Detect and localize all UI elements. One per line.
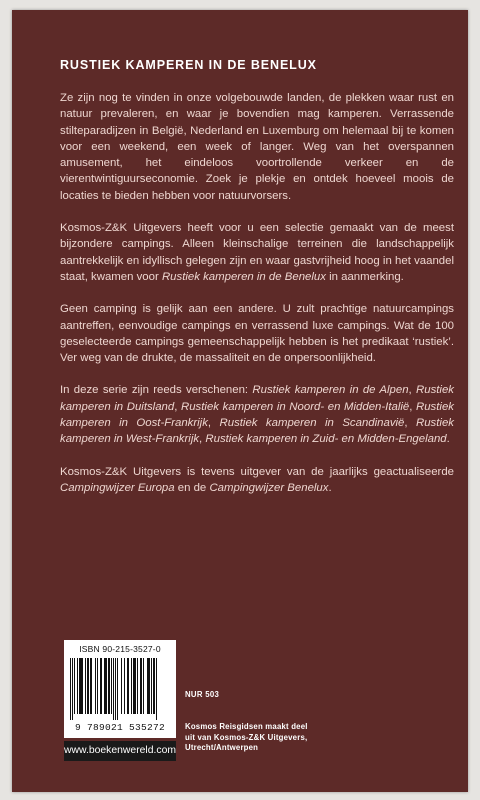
barcode-image [70, 658, 170, 720]
barcode-bar [79, 658, 82, 714]
barcode-label [64, 640, 176, 738]
barcode-bar [72, 658, 73, 720]
barcode-bar [133, 658, 136, 714]
back-cover [12, 10, 468, 792]
barcode-bar [137, 658, 138, 714]
book-title: RUSTIEK KAMPEREN IN DE BENELUX [60, 58, 317, 72]
ean-number: 9 789021 535272 [74, 722, 165, 733]
barcode-bar [111, 658, 112, 714]
website-label: www.boekenwereld.com [64, 741, 176, 761]
barcode-bar [70, 658, 71, 720]
barcode-bar [113, 658, 114, 720]
paragraph-variety: Geen camping is gelijk aan een andere. U zult prachtige natuurcampings aantreffen, eenvoudige campings en verrassend luxe campings. Wat de 100 geselecteerde campings gemeenschappelijk hebben is het predikaat ‘rustiek’. Ver weg van de drukte, de massaliteit en de onpersoonlijkheid. [60, 303, 454, 365]
series-title: Rustiek kamperen in Noord- en Midden-Italië [181, 400, 410, 413]
barcode-bar [115, 658, 116, 720]
series-title: Rustiek kamperen in Scandinavië [219, 417, 405, 430]
barcode-bar [74, 658, 75, 714]
barcode-bar [124, 658, 125, 714]
blurb [60, 90, 454, 496]
series-intro: In deze serie zijn reeds verschenen: [60, 384, 253, 397]
barcode-bar [153, 658, 155, 714]
series-title: Rustiek kamperen in Oost-Frankrijk [60, 400, 454, 430]
paragraph-series: In deze serie zijn reeds verschenen: Rustiek kamperen in de Alpen, Rustiek kamperen in Duitsland, Rustiek kamperen in Noord- en Midden-Italië, Rustiek kamperen in Oost-Frankrijk, Rustiek kamperen in Scandinavië, Rustiek kamperen in West-Frankrijk, Rustiek kamperen in Zuid- en Midden-Engeland. [60, 384, 454, 446]
nur-code: NUR 503 [185, 690, 220, 699]
barcode-bar [156, 658, 157, 720]
barcode-bar [131, 658, 132, 714]
guide-title: Campingwijzer Europa [60, 481, 175, 494]
isbn-number: ISBN 90-215-3527-0 [79, 644, 161, 654]
publisher-line: Kosmos Reisgidsen maakt deel [185, 722, 308, 731]
barcode-bar [87, 658, 89, 714]
publisher-text-end: . [328, 481, 332, 494]
barcode-bar [90, 658, 92, 714]
barcode-bar [127, 658, 129, 714]
barcode-bar [108, 658, 110, 714]
series-title: Rustiek kamperen in Zuid- en Midden-Engeland [205, 433, 447, 446]
series-title: Rustiek kamperen in Duitsland [60, 384, 454, 413]
paragraph-selection-end: in aanmerking. [325, 270, 404, 283]
paragraph-selection-text: Kosmos-Z&K Uitgevers heeft voor u een selectie gemaakt van de meest bijzondere campings. Alleen kleinschalige terreinen die landschappelijk aantrekkelijk en idyllisch gelegen zijn en waar gastvrijheid hoog in het vaandel staat, kwamen voor [60, 222, 454, 283]
barcode-bar [97, 658, 98, 714]
publisher-line: uit van Kosmos-Z&K Uitgevers, [185, 732, 308, 742]
guide-title: Campingwijzer Benelux [209, 481, 329, 494]
barcode-bar [143, 658, 144, 714]
book-title-italic: Rustiek kamperen in de Benelux [161, 270, 326, 283]
paragraph-selection [60, 220, 454, 285]
paragraph-intro: Ze zijn nog te vinden in onze volgebouwde landen, de plekken waar rust en natuur prevaleren, en waar je bovendien mag kamperen. Verrassende stilteparadijzen in België, Nederland en Luxemburg om helemaal bij te komen voor een weekend, een week of langer. Weg van het overspannen amusement, het eindeloos voortrollende verkeer en de vierentwintiguurseconomie. Zoek je plekje en ontdek hoeveel moois de locaties te bieden hebben voor natuurvorsers. [60, 92, 454, 202]
barcode-bar [147, 658, 149, 714]
barcode-bar [100, 658, 102, 714]
barcode-bar [121, 658, 122, 714]
publisher-info [185, 722, 385, 754]
barcode-bar [104, 658, 107, 714]
barcode-bar [77, 658, 78, 714]
barcode-bar [85, 658, 86, 714]
publisher-line: Utrecht/Antwerpen [185, 743, 259, 752]
series-title: Rustiek kamperen in West-Frankrijk [60, 417, 454, 446]
publisher-text: Kosmos-Z&K Uitgevers is tevens uitgever van de jaarlijks geactualiseerde [60, 465, 454, 478]
barcode-bar [117, 658, 118, 720]
barcode-bar [140, 658, 142, 714]
publisher-text-mid: en de [174, 481, 210, 494]
barcode-bar [151, 658, 152, 714]
paragraph-publisher [60, 464, 454, 497]
series-title: Rustiek kamperen in de Alpen [252, 384, 409, 397]
barcode-bar [95, 658, 96, 714]
